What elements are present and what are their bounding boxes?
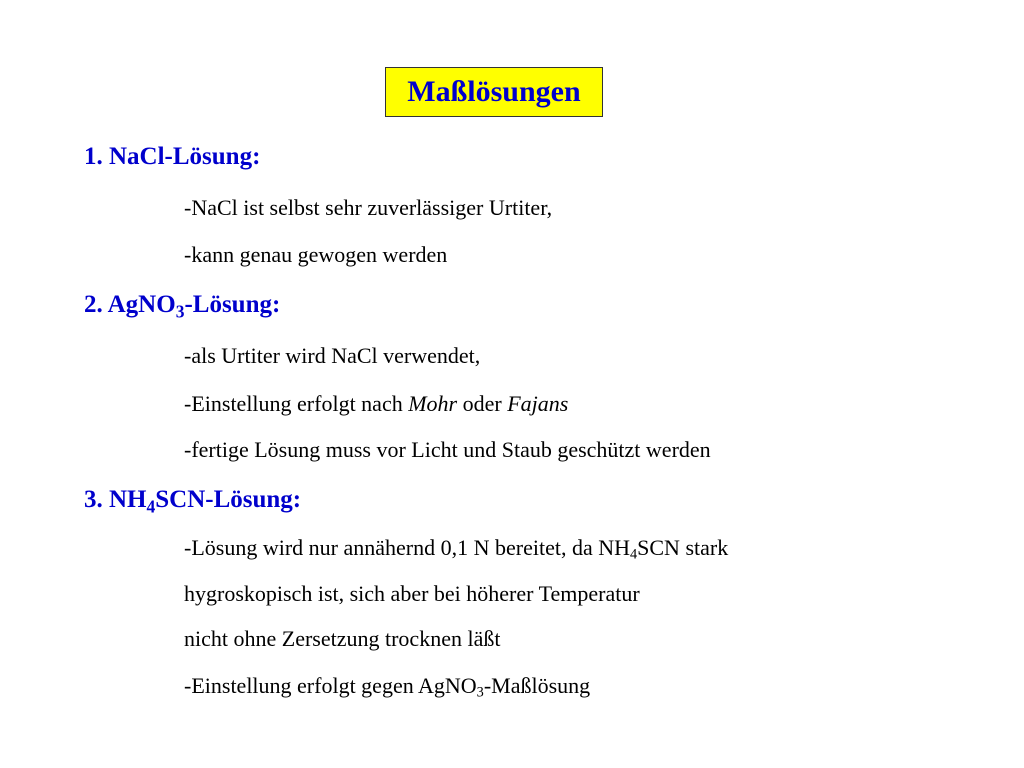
line-text: -Lösung wird nur annähernd 0,1 N bereitet, da NH bbox=[184, 535, 630, 560]
text-line bbox=[184, 390, 568, 418]
line-text: -Einstellung erfolgt gegen AgNO bbox=[184, 673, 477, 698]
line-subscript: 3 bbox=[476, 684, 484, 701]
text-line bbox=[184, 625, 500, 653]
heading-text: 1. NaCl-Lösung: bbox=[84, 143, 261, 170]
text-line bbox=[184, 342, 480, 370]
text-line bbox=[184, 194, 552, 222]
text-line bbox=[184, 672, 590, 700]
heading-text: SCN-Lösung: bbox=[155, 486, 302, 513]
section-heading-agno3 bbox=[84, 290, 280, 320]
section-heading-nh4scn bbox=[84, 485, 301, 515]
heading-subscript: 3 bbox=[175, 301, 185, 322]
heading-text: 2. AgNO bbox=[84, 291, 176, 318]
text-line bbox=[184, 241, 447, 269]
line-text-italic: Mohr bbox=[408, 391, 458, 416]
line-text: SCN stark bbox=[637, 535, 729, 560]
line-text: -NaCl ist selbst sehr zuverlässiger Urtiter, bbox=[184, 195, 553, 220]
line-text-italic: Fajans bbox=[507, 391, 569, 416]
heading-text: 3. NH bbox=[84, 486, 147, 513]
heading-text: -Lösung: bbox=[184, 291, 281, 318]
title-box bbox=[385, 67, 603, 117]
line-text: -kann genau gewogen werden bbox=[184, 242, 448, 267]
line-text: -Einstellung erfolgt nach bbox=[184, 391, 409, 416]
line-subscript: 4 bbox=[629, 546, 638, 563]
heading-subscript: 4 bbox=[146, 496, 156, 517]
line-text: -als Urtiter wird NaCl verwendet, bbox=[184, 343, 481, 368]
page-title: Maßlösungen bbox=[407, 75, 581, 108]
line-text: hygroskopisch ist, sich aber bei höherer Temperatur bbox=[184, 581, 640, 606]
line-text: oder bbox=[457, 391, 508, 416]
section-heading-nacl bbox=[84, 142, 260, 172]
line-text: -Maßlösung bbox=[483, 673, 591, 698]
line-text: nicht ohne Zersetzung trocknen läßt bbox=[184, 626, 501, 651]
text-line bbox=[184, 436, 711, 464]
text-line bbox=[184, 580, 640, 608]
line-text: -fertige Lösung muss vor Licht und Staub geschützt werden bbox=[184, 437, 711, 462]
text-line bbox=[184, 534, 728, 562]
